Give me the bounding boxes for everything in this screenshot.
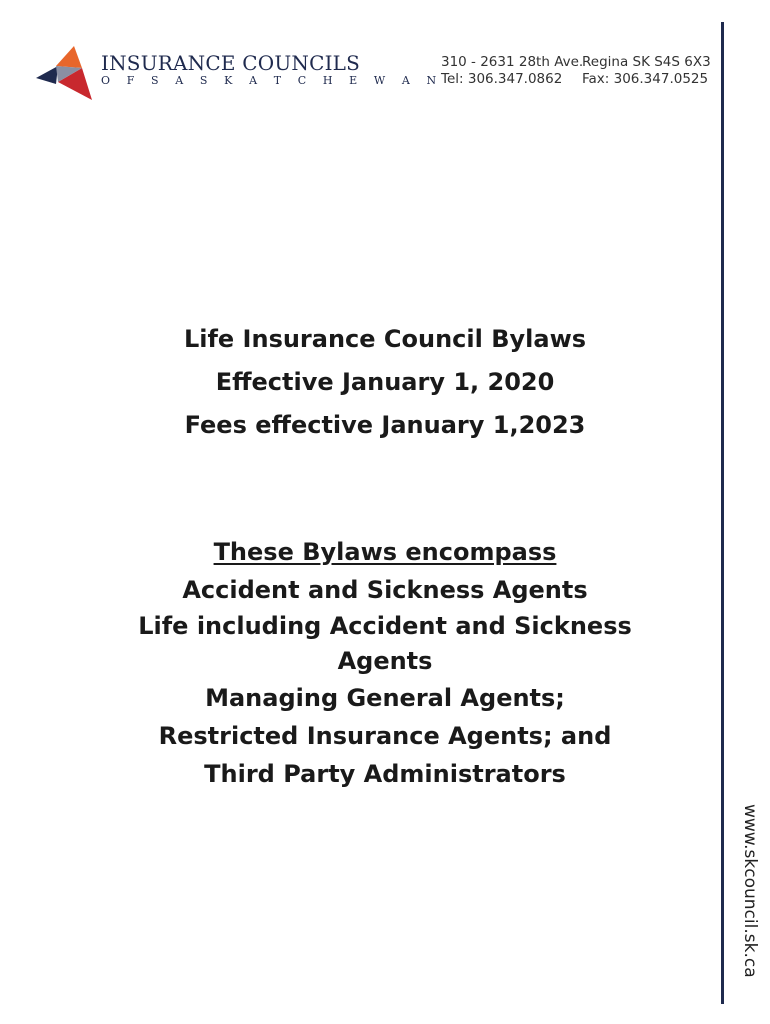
telephone: Tel: 306.347.0862 <box>441 71 563 87</box>
scope-item: Third Party Administrators <box>204 760 566 788</box>
council-logo-text <box>101 52 443 88</box>
contact-left <box>441 54 583 88</box>
council-logo-icon <box>34 44 96 102</box>
contact-right <box>582 54 711 88</box>
scope-item: Managing General Agents; <box>205 684 565 712</box>
scope-block <box>0 533 770 793</box>
fees-effective-date: Fees effective January 1,2023 <box>184 411 586 439</box>
document-title: Life Insurance Council Bylaws <box>183 325 587 353</box>
scope-item: Restricted Insurance Agents; and <box>158 722 612 750</box>
effective-date: Effective January 1, 2020 <box>215 368 555 396</box>
scope-item: Accident and Sickness Agents <box>182 576 588 604</box>
fax: Fax: 306.347.0525 <box>582 71 709 87</box>
vertical-divider <box>721 22 724 1004</box>
website-text: www.skcouncil.sk.ca <box>740 804 760 978</box>
logo-title: INSURANCE COUNCILS <box>101 51 361 75</box>
scope-heading: These Bylaws encompass <box>213 538 557 566</box>
address: 310 - 2631 28th Ave. <box>441 54 584 70</box>
logo-subtitle: O F S A S K A T C H E W A N <box>101 74 443 87</box>
document-title-block <box>0 318 770 447</box>
scope-item: Life including Accident and Sickness Agents <box>138 612 632 675</box>
city-postal: Regina SK S4S 6X3 <box>582 54 711 70</box>
